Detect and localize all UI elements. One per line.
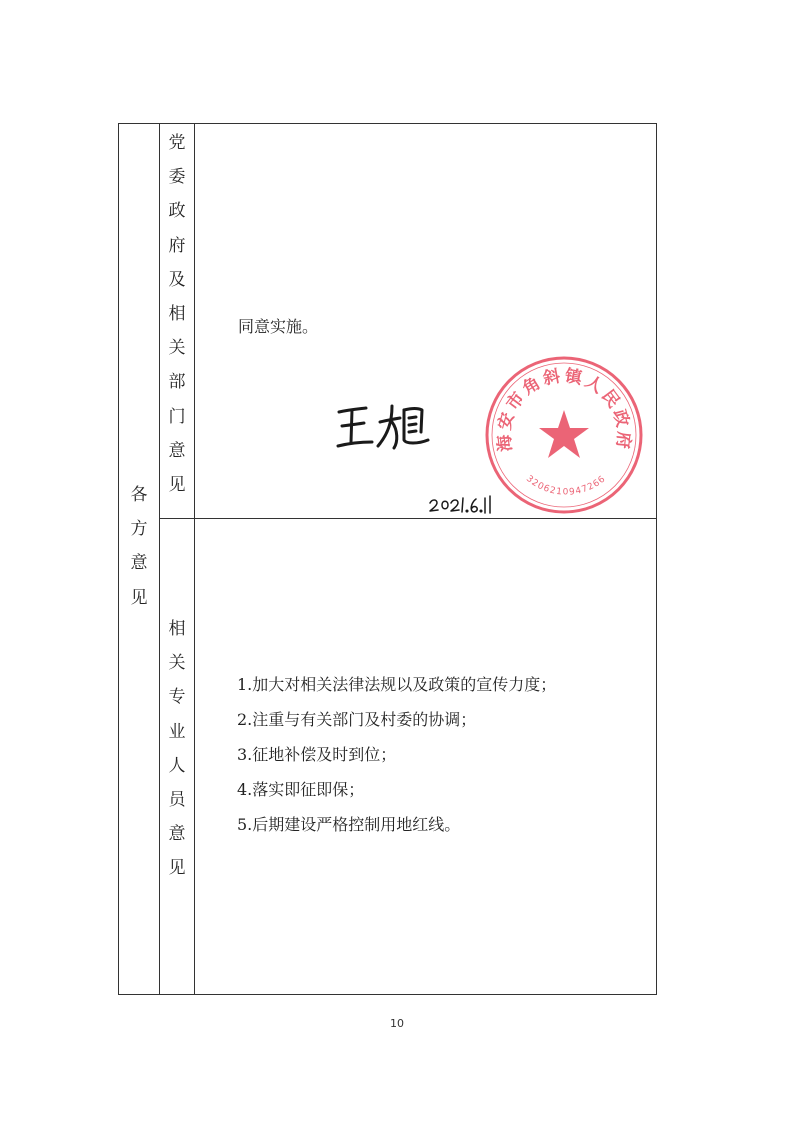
list-item: 1.加大对相关法律法规以及政策的宣传力度； <box>237 675 557 694</box>
row2-label-char: 意 <box>168 824 186 845</box>
row2-label <box>166 612 188 886</box>
row1-label-char: 门 <box>168 406 186 427</box>
list-item: 5.后期建设严格控制用地红线。 <box>237 815 461 834</box>
row1-label-char: 政 <box>168 201 186 222</box>
list-item: 3.征地补偿及时到位； <box>237 745 397 764</box>
row1-label-char: 委 <box>168 167 186 188</box>
list-item: 4.落实即征即保； <box>237 780 365 799</box>
row1-label <box>166 126 188 502</box>
handwritten-signature <box>336 400 436 460</box>
outer-label-char: 各 <box>130 485 148 505</box>
outer-label-char: 见 <box>130 587 148 608</box>
outer-label <box>128 478 150 615</box>
row1-label-char: 意 <box>168 440 186 461</box>
page-number: 10 <box>390 1017 404 1030</box>
svg-text:海安市角斜镇人民政府: 海安市角斜镇人民政府 <box>494 365 634 453</box>
row1-label-char: 党 <box>168 133 186 153</box>
row2-label-char: 员 <box>168 790 186 811</box>
row1-label-char: 相 <box>168 304 186 325</box>
row1-label-char: 府 <box>168 235 186 256</box>
row2-label-char: 见 <box>168 858 186 879</box>
outer-label-char: 方 <box>130 519 148 540</box>
official-seal <box>483 354 645 516</box>
row2-label-char: 业 <box>168 721 186 742</box>
row2-label-char: 关 <box>168 653 186 674</box>
svg-text:3206210947266: 3206210947266 <box>523 473 609 498</box>
column-divider-2 <box>194 124 195 994</box>
outer-label-char: 意 <box>130 553 148 574</box>
opinion-table <box>118 123 657 995</box>
row1-label-char: 及 <box>168 269 186 290</box>
list-item: 2.注重与有关部门及村委的协调； <box>237 710 477 729</box>
row2-label-char: 人 <box>168 755 186 776</box>
approval-text: 同意实施。 <box>238 317 319 336</box>
row1-label-char: 见 <box>168 475 186 496</box>
row2-label-char: 相 <box>168 619 186 639</box>
row2-label-char: 专 <box>168 687 186 708</box>
column-divider-1 <box>159 124 160 994</box>
row-divider <box>159 518 656 519</box>
row1-label-char: 部 <box>168 372 186 393</box>
row1-label-char: 关 <box>168 338 186 359</box>
